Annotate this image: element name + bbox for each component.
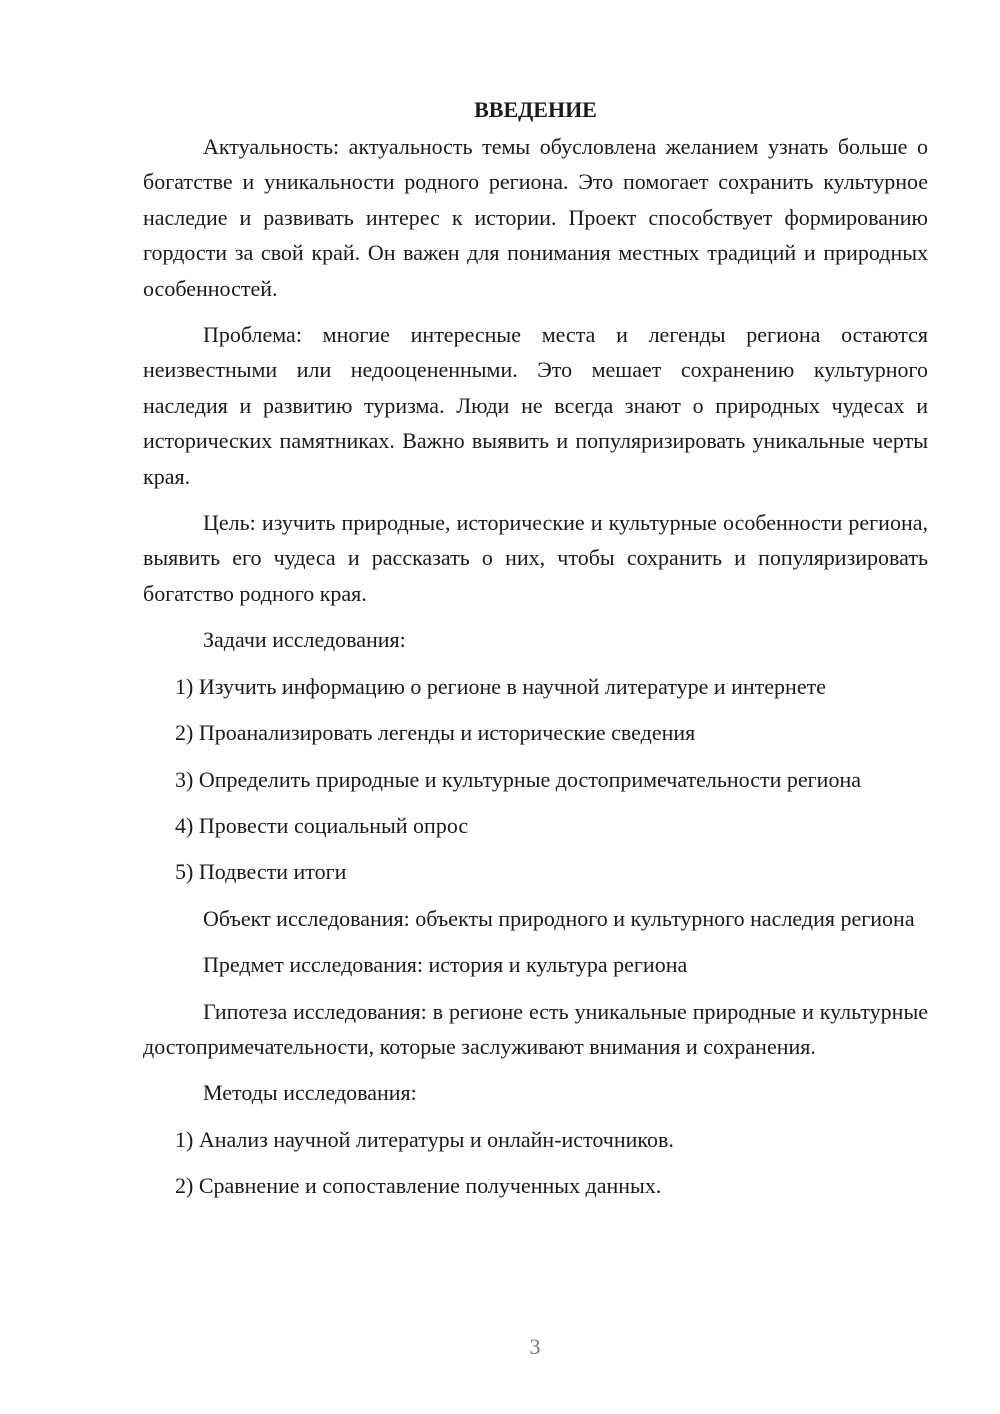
paragraph-hypothesis: Гипотеза исследования: в регионе есть уникальные природные и культурные достопримечательности, которые заслуживают внимания и сохранения. [143, 998, 928, 1059]
method-item-2: 2) Сравнение и сопоставление полученных данных. [175, 1173, 662, 1199]
page-number: 3 [529, 1334, 541, 1359]
paragraph-problem: Проблема: многие интересные места и легенды региона остаются неизвестными или недооцененными. Это мешает сохранению культурного наследия и развитию туризма. Люди не всегда знают о природных чудесах и исторических памятниках. Важно выявить и популяризировать уникальные черты края. [143, 322, 928, 489]
task-item-4: 4) Провести социальный опрос [175, 812, 469, 838]
method-item-1: 1) Анализ научной литературы и онлайн-источников. [175, 1126, 674, 1152]
tasks-heading: Задачи исследования: [203, 627, 406, 653]
task-item-5: 5) Подвести итоги [175, 859, 347, 885]
paragraph-relevance: Актуальность: актуальность темы обусловлена желанием узнать больше о богатстве и уникальности родного региона. Это помогает сохранить культурное наследие и развивать интерес к истории. Проект способствует формированию гордости за свой край. Он важен для понимания местных традиций и природных особенностей. [143, 134, 928, 301]
task-item-3: 3) Определить природные и культурные достопримечательности региона [175, 766, 861, 792]
paragraph-goal: Цель: изучить природные, исторические и культурные особенности региона, выявить его чудеса и рассказать о них, чтобы сохранить и популяризировать богатство родного края. [143, 510, 928, 606]
paragraph-object: Объект исследования: объекты природного и культурного наследия региона [203, 905, 915, 931]
task-item-2: 2) Проанализировать легенды и исторические сведения [175, 720, 696, 746]
methods-heading: Методы исследования: [203, 1080, 417, 1106]
section-title: ВВЕДЕНИЕ [474, 97, 597, 122]
task-item-1: 1) Изучить информацию о регионе в научной литературе и интернете [175, 673, 826, 699]
document-page [143, 92, 928, 1215]
paragraph-subject: Предмет исследования: история и культура региона [203, 952, 688, 978]
